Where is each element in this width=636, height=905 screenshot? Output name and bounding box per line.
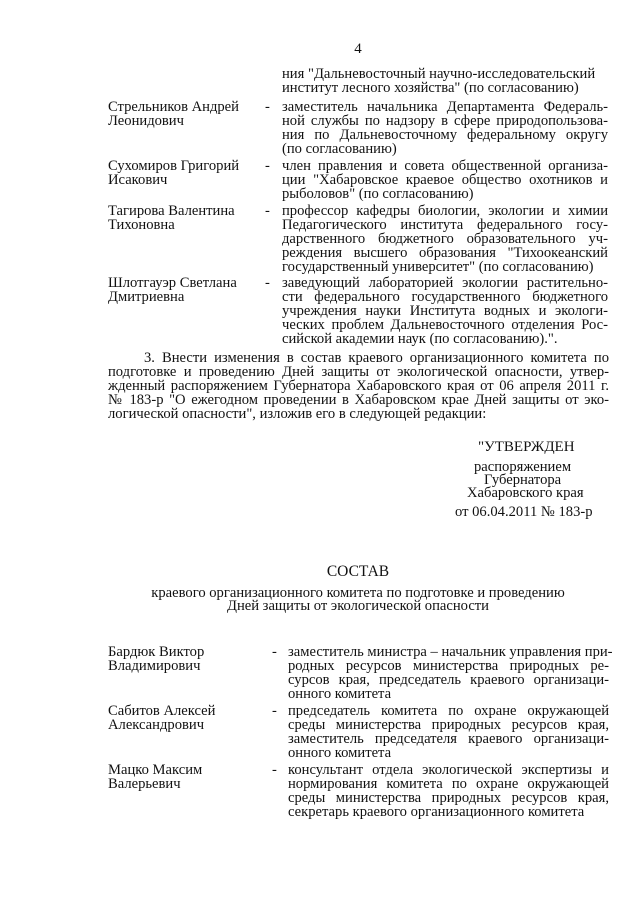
member-desc-line: государственный университет" (по согласованию) bbox=[282, 259, 594, 275]
member-name: Владимирович bbox=[108, 658, 201, 674]
member-desc-line: ной службы по надзору в сфере природопользова- bbox=[282, 113, 608, 129]
approval-line: распоряжением bbox=[474, 459, 572, 475]
member-name: Леонидович bbox=[108, 113, 184, 129]
member-desc-line: сти федерального государственного бюджетного bbox=[282, 289, 608, 305]
member-dash: - bbox=[272, 762, 277, 778]
member-desc-line: сурсов края, председатель краевого организаци- bbox=[288, 672, 609, 688]
member-name: Валерьевич bbox=[108, 776, 181, 792]
continuation-line: ния "Дальневосточный научно-исследовательский bbox=[282, 66, 596, 82]
member-desc-line: рыболовов" (по согласованию) bbox=[282, 186, 474, 202]
composition-title: СОСТАВ bbox=[326, 563, 390, 580]
member-desc-line: заведующий лабораторией экологии растительно- bbox=[282, 275, 608, 291]
member-desc-line: реждения высшего образования "Тихоокеанский bbox=[282, 245, 608, 261]
member-desc-line: (по согласованию) bbox=[282, 141, 397, 157]
approval-line: Хабаровского края bbox=[467, 485, 584, 501]
member-name: Шлотгауэр Светлана bbox=[108, 275, 237, 291]
member-dash: - bbox=[265, 203, 270, 219]
member-dash: - bbox=[272, 703, 277, 719]
member-desc-line: член правления и совета общественной организа- bbox=[282, 158, 608, 174]
member-name: Александрович bbox=[108, 717, 205, 733]
member-desc-line: онного комитета bbox=[288, 745, 392, 761]
approval-line: от 06.04.2011 № 183-р bbox=[455, 504, 593, 520]
member-desc-line: нормирования комитета по охране окружающей bbox=[288, 776, 609, 792]
member-desc-line: ния по Дальневосточному федеральному округу bbox=[282, 127, 608, 143]
member-desc-line: родных ресурсов министерства природных ре- bbox=[288, 658, 609, 674]
member-name: Сухомиров Григорий bbox=[108, 158, 240, 174]
member-name: Дмитриевна bbox=[108, 289, 185, 305]
member-dash: - bbox=[272, 644, 277, 660]
member-desc-line: Педагогического института федерального госу- bbox=[282, 217, 608, 233]
composition-subtitle: Дней защиты от экологической опасности bbox=[226, 598, 489, 614]
member-desc-line: заместитель председателя краевого организаци- bbox=[288, 731, 609, 747]
member-name: Тихоновна bbox=[108, 217, 175, 233]
paragraph-line: жденный распоряжением Губернатора Хабаровского края от 06 апреля 2011 г. bbox=[108, 378, 609, 394]
approval-heading: "УТВЕРЖДЕН bbox=[478, 439, 575, 455]
member-desc-line: среды министерства природных ресурсов края, bbox=[288, 717, 609, 733]
member-desc-line: онного комитета bbox=[288, 686, 392, 702]
member-desc-line: заместитель начальника Департамента Федераль- bbox=[282, 99, 608, 115]
paragraph-line: № 183-р "О ежегодном проведении в Хабаровском крае Дней защиты от эко- bbox=[108, 392, 609, 408]
member-dash: - bbox=[265, 275, 270, 291]
member-desc-line: консультант отдела экологической экспертизы и bbox=[288, 762, 609, 778]
paragraph-line: логической опасности", изложив его в следующей редакции: bbox=[108, 406, 487, 422]
member-name: Бардюк Виктор bbox=[108, 644, 205, 660]
member-name: Тагирова Валентина bbox=[108, 203, 235, 219]
member-desc-line: секретарь краевого организационного комитета bbox=[288, 804, 585, 820]
member-desc-line: ческих проблем Дальневосточного отделения Рос- bbox=[282, 317, 608, 333]
member-desc-line: дарственного бюджетного образовательного уч- bbox=[282, 231, 608, 247]
continuation-line: институт лесного хозяйства" (по согласованию) bbox=[282, 80, 579, 96]
composition-subtitle: краевого организационного комитета по подготовке и проведению bbox=[151, 585, 565, 601]
page-number: 4 bbox=[354, 41, 362, 57]
member-name: Стрельников Андрей bbox=[108, 99, 239, 115]
member-desc-line: учреждения науки Института водных и экологи- bbox=[282, 303, 608, 319]
approval-line: Губернатора bbox=[484, 472, 562, 488]
member-name: Сабитов Алексей bbox=[108, 703, 216, 719]
member-desc-line: председатель комитета по охране окружающей bbox=[288, 703, 609, 719]
member-desc-line: ции "Хабаровское краевое общество охотников и bbox=[282, 172, 608, 188]
member-desc-line: сийской академии наук (по согласованию).". bbox=[282, 331, 558, 347]
paragraph-line: подготовке и проведению Дней защиты от экологической опасности, утвер- bbox=[108, 364, 609, 380]
member-dash: - bbox=[265, 99, 270, 115]
member-desc-line: профессор кафедры биологии, экологии и химии bbox=[282, 203, 608, 219]
member-desc-line: заместитель министра – начальник управления при- bbox=[288, 644, 613, 660]
paragraph-line: 3. Внести изменения в состав краевого организационного комитета по bbox=[144, 350, 609, 366]
member-name: Исакович bbox=[108, 172, 168, 188]
member-desc-line: среды министерства природных ресурсов края, bbox=[288, 790, 609, 806]
member-name: Мацко Максим bbox=[108, 762, 203, 778]
member-dash: - bbox=[265, 158, 270, 174]
